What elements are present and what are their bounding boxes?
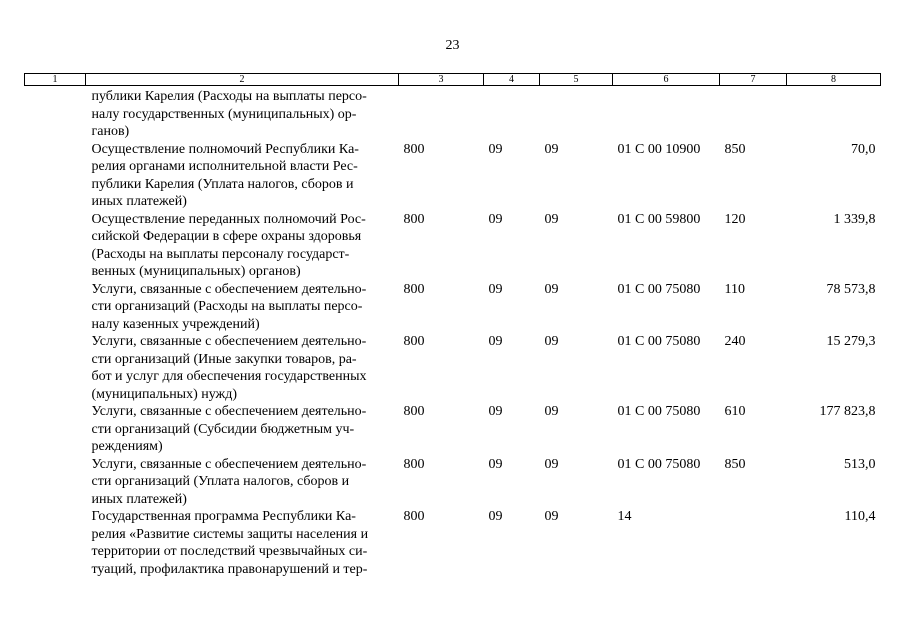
cell-expense-type: 610: [724, 404, 746, 419]
cell-ministry: 800: [403, 334, 425, 349]
cell-target: 01 С 00 75080: [617, 281, 701, 297]
cell-section: 09: [488, 281, 503, 297]
cell-ministry: 800: [403, 456, 425, 472]
cell-subsection: 09: [544, 281, 559, 297]
cell-section: 09: [488, 456, 503, 472]
column-header-2: 2: [86, 74, 399, 86]
name-line: (муниципальных) нужд): [91, 386, 238, 402]
name-line: Услуги, связанные с обеспечением деятельно-: [91, 281, 367, 297]
cell-name: [86, 281, 399, 334]
table-header: [25, 74, 881, 86]
cell-subsection: 09: [544, 509, 559, 524]
cell-target: 01 С 00 75080: [617, 334, 701, 349]
cell-expense-type: [720, 86, 787, 141]
cell-subsection: [540, 86, 613, 141]
cell-amount: 15 279,3: [826, 334, 876, 349]
table-row: [25, 141, 881, 211]
table-row: [25, 211, 881, 281]
cell-section: 09: [488, 509, 503, 524]
cell-name: [86, 508, 399, 578]
column-header-6: 6: [613, 74, 720, 86]
cell-section: 09: [488, 211, 503, 227]
table-row: [25, 508, 881, 578]
cell-target: 01 С 00 75080: [617, 404, 701, 419]
name-line: Услуги, связанные с обеспечением деятельно-: [91, 334, 367, 349]
cell-name: [86, 403, 399, 456]
name-line: (Расходы на выплаты персоналу государст-: [91, 246, 350, 262]
cell-amount: 70,0: [851, 141, 876, 157]
cell-ministry: 800: [403, 281, 425, 297]
name-line: публики Карелия (Уплата налогов, сборов и: [91, 176, 354, 192]
cell-expense-type: 120: [724, 211, 746, 227]
cell-section: 09: [488, 404, 503, 419]
name-line: туаций, профилактика правонарушений и тер-: [91, 561, 368, 577]
column-header-3: 3: [399, 74, 484, 86]
name-line: релия «Развитие системы защиты населения и: [91, 526, 369, 542]
name-line: Осуществление полномочий Республики Ка-: [91, 141, 359, 157]
header-row: [25, 74, 881, 86]
name-line: венных (муниципальных) органов): [91, 264, 301, 279]
column-header-5: 5: [540, 74, 613, 86]
cell-ministry: 800: [403, 141, 425, 157]
name-line: иных платежей): [91, 491, 187, 507]
cell-name: [86, 86, 399, 141]
cell-section: 09: [488, 334, 503, 349]
column-header-4: 4: [484, 74, 540, 86]
cell-ministry: 800: [403, 404, 425, 419]
cell-ministry: 800: [403, 211, 425, 227]
table-body: [25, 86, 881, 579]
cell-amount: 177 823,8: [819, 404, 876, 419]
budget-table: [24, 73, 881, 578]
cell-expense-type: 850: [724, 456, 746, 472]
column-header-1: 1: [25, 74, 86, 86]
name-line: сти организаций (Иные закупки товаров, ра-: [91, 351, 357, 367]
name-line: релия органами исполнительной власти Рес-: [91, 159, 358, 174]
cell-amount: [787, 86, 881, 141]
name-line: сти организаций (Расходы на выплаты персо-: [91, 299, 363, 314]
table-row-continuation: [25, 86, 881, 141]
cell-section: 09: [488, 141, 503, 157]
name-line: иных платежей): [91, 194, 187, 209]
cell-name: [86, 141, 399, 211]
page-number: 23: [445, 38, 460, 53]
name-line: налу государственных (муниципальных) ор-: [91, 106, 357, 122]
name-line: реждениям): [91, 439, 163, 454]
cell-subsection: 09: [544, 456, 559, 472]
name-line: Услуги, связанные с обеспечением деятельно-: [91, 404, 367, 419]
name-line: Услуги, связанные с обеспечением деятельно-: [91, 456, 367, 472]
cell-index: [25, 211, 86, 281]
cell-amount: 1 339,8: [833, 211, 876, 227]
cell-index: [25, 333, 86, 403]
cell-subsection: 09: [544, 334, 559, 349]
cell-expense-type: [720, 508, 787, 578]
cell-target: 01 С 00 75080: [617, 456, 701, 472]
table-row: [25, 456, 881, 509]
cell-name: [86, 333, 399, 403]
name-line: территории от последствий чрезвычайных си-: [91, 544, 368, 559]
name-line: бот и услуг для обеспечения государственных: [91, 369, 367, 384]
cell-subsection: 09: [544, 141, 559, 157]
cell-section: [484, 86, 540, 141]
name-line: сти организаций (Субсидии бюджетным уч-: [91, 421, 355, 437]
cell-index: [25, 403, 86, 456]
name-line: ганов): [91, 124, 130, 139]
cell-index: [25, 86, 86, 141]
name-line: налу казенных учреждений): [91, 316, 260, 332]
column-header-8: 8: [787, 74, 881, 86]
table-row: [25, 333, 881, 403]
cell-subsection: 09: [544, 404, 559, 419]
cell-amount: 110,4: [844, 509, 876, 524]
cell-index: [25, 456, 86, 509]
cell-amount: 513,0: [844, 456, 876, 472]
column-header-7: 7: [720, 74, 787, 86]
cell-name: [86, 456, 399, 509]
cell-expense-type: 240: [724, 334, 746, 349]
cell-target: [613, 86, 720, 141]
cell-expense-type: 850: [724, 141, 746, 157]
cell-subsection: 09: [544, 211, 559, 227]
cell-name: [86, 211, 399, 281]
name-line: сийской Федерации в сфере охраны здоровья: [91, 229, 362, 244]
name-line: сти организаций (Уплата налогов, сборов и: [91, 474, 350, 489]
cell-expense-type: 110: [724, 281, 745, 297]
cell-index: [25, 508, 86, 578]
table-row: [25, 403, 881, 456]
cell-ministry: 800: [403, 509, 425, 524]
cell-target: 01 С 00 59800: [617, 211, 701, 227]
cell-target: 14: [617, 509, 632, 524]
name-line: публики Карелия (Расходы на выплаты персо-: [91, 89, 367, 104]
cell-index: [25, 281, 86, 334]
cell-target: 01 С 00 10900: [617, 141, 701, 157]
table-row: [25, 281, 881, 334]
cell-index: [25, 141, 86, 211]
cell-ministry: [399, 86, 484, 141]
cell-amount: 78 573,8: [826, 281, 876, 297]
name-line: Осуществление переданных полномочий Рос-: [91, 211, 366, 227]
name-line: Государственная программа Республики Ка-: [91, 509, 356, 524]
